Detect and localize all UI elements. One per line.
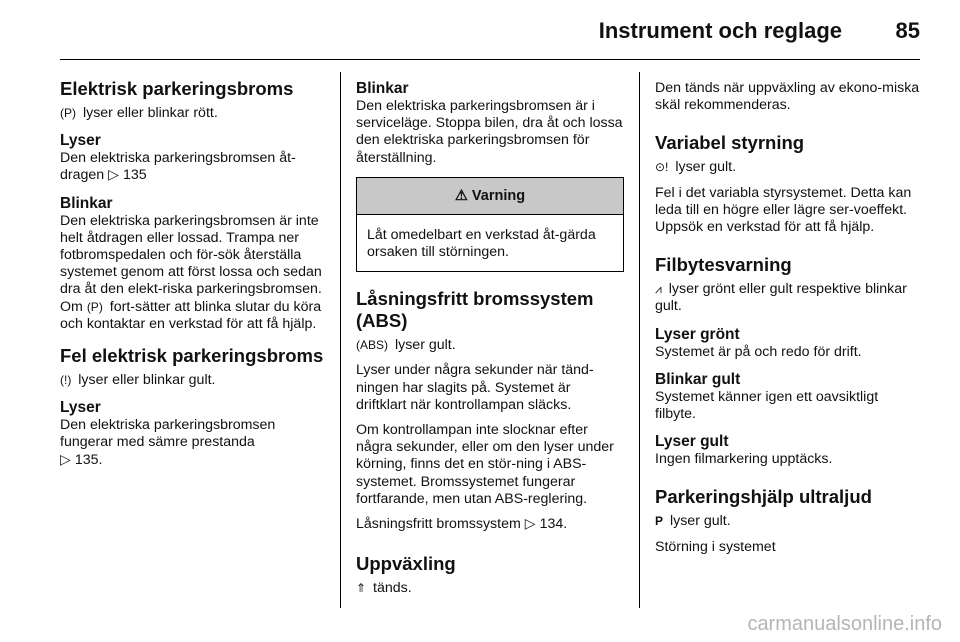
fault-icon: (!) xyxy=(60,373,72,388)
column-divider xyxy=(340,72,341,608)
page-ref: 134. xyxy=(539,516,568,533)
abs-ref-line: Låsningsfritt bromssystem ▷ 134. xyxy=(356,516,568,533)
page-ref: 135 xyxy=(123,167,147,184)
upshift-continued: Den tänds när uppväxling av ekono-miska skäl rekommenderas. xyxy=(655,80,920,114)
steering-desc: ⊙! lyser gult. xyxy=(655,159,737,176)
gront-text: Systemet är på och redo för drift. xyxy=(655,343,862,360)
page-ref-arrow-icon: ▷ xyxy=(60,451,71,468)
warning-box xyxy=(356,177,624,272)
column-left xyxy=(60,66,326,632)
parking-brake-icon: (P) xyxy=(60,106,76,120)
header-rule xyxy=(60,59,920,60)
upshift-arrow-icon: ⇑ xyxy=(356,581,367,596)
abs-paragraph: Lyser under några sekunder när tänd-ningen har slagits på. Systemet är driftklart när kontrollampan släcks. xyxy=(356,362,594,413)
fault-desc: (!) lyser eller blinkar gult. xyxy=(60,372,216,389)
parking-brake-icon: (P) xyxy=(86,299,103,314)
page-number: 85 xyxy=(895,18,920,43)
watermark: carmanualsonline.info xyxy=(747,613,942,635)
subheading-lyser: Lyser xyxy=(60,132,101,150)
heading-variable-steering: Variabel styrning xyxy=(655,132,805,154)
abs-icon: (ABS) xyxy=(356,338,389,353)
steering-warning-icon: ⊙! xyxy=(655,160,669,175)
page-title: Instrument och reglage xyxy=(598,18,842,43)
heading-lane-change-warning: Filbytesvarning xyxy=(655,254,792,276)
blinkar-service-text: Den elektriska parkeringsbromsen är i serviceläge. Stoppa bilen, dra åt och lossa den elektriska parkeringsbromsen för återställning. xyxy=(356,98,623,166)
subheading-blinkar: Blinkar xyxy=(60,194,113,212)
abs-desc: (ABS) lyser gult. xyxy=(356,337,456,354)
heading-abs: Låsningsfritt bromssystem (ABS) xyxy=(356,288,594,332)
subheading-lyser-gult: Lyser gult xyxy=(655,433,729,451)
lane-desc: ⩘ lyser grönt eller gult respektive blinkar gult. xyxy=(655,281,907,315)
lyser-text: Den elektriska parkeringsbromsen åt-dragen ▷ 135 xyxy=(60,150,296,184)
bgult-text: Systemet känner igen ett oavsiktligt filbyte. xyxy=(655,388,879,423)
subheading-lyser-gront: Lyser grönt xyxy=(655,325,740,343)
heading-electric-parking-brake: Elektrisk parkeringsbroms xyxy=(60,78,294,99)
page-ref-arrow-icon: ▷ xyxy=(524,516,536,533)
parking-assist-desc: P lyser gult. xyxy=(655,513,731,530)
lgult-text: Ingen filmarkering upptäcks. xyxy=(655,451,833,468)
parking-assist-paragraph: Störning i systemet xyxy=(655,538,776,555)
abs-paragraph: Om kontrollampan inte slocknar efter några sekunder, eller om den lyser under körning, finns det en stör-ning i ABS-systemet. Bromssystemet fungerar fortfarande, men utan ABS-reglering. xyxy=(356,422,614,507)
column-right xyxy=(655,66,921,632)
page-header xyxy=(0,0,960,60)
subheading-blinkar: Blinkar xyxy=(356,80,409,97)
subheading-lyser: Lyser xyxy=(60,399,101,417)
warning-triangle-icon: ⚠ xyxy=(454,187,468,204)
column-middle xyxy=(356,66,624,632)
page-ref: 135. xyxy=(74,451,103,468)
upshift-desc: ⇑ tänds. xyxy=(356,580,412,597)
warning-text: Låt omedelbart en verkstad åt-gärda orsaken till störningen. xyxy=(367,226,596,261)
heading-parking-brake-fault: Fel elektrisk parkeringsbroms xyxy=(60,345,324,367)
lane-change-icon: ⩘ xyxy=(655,282,662,297)
page-ref-arrow-icon: ▷ xyxy=(108,167,120,184)
steering-paragraph: Fel i det variabla styrsystemet. Detta kan leda till en högre eller lägre ser-voeffekt. Uppsök en verkstad för att få hjälp. xyxy=(655,184,912,236)
lyser2-text: Den elektriska parkeringsbromsen fungerar med sämre prestanda ▷ 135. xyxy=(60,417,276,468)
column-divider xyxy=(639,72,640,608)
heading-parking-assist: Parkeringshjälp ultraljud xyxy=(655,486,872,508)
parking-assist-icon: P xyxy=(655,514,664,529)
heading-upshift: Uppväxling xyxy=(356,553,456,575)
parking-brake-desc: (P) lyser eller blinkar rött. xyxy=(60,105,218,121)
subheading-blinkar-gult: Blinkar gult xyxy=(655,370,741,388)
warning-header: ⚠ Varning xyxy=(357,178,623,215)
blinkar-text: Den elektriska parkeringsbromsen är inte helt åtdragen eller lossad. Trampa ner fotbromspedalen och för-sök återställa systemet genom att först lossa och sedan dra åt den elekt-riska parkeringsbromsen. Om (P) fort-sätter att blinka slutar du köra och kontaktar en verkstad för att få hjälp. xyxy=(60,212,322,332)
